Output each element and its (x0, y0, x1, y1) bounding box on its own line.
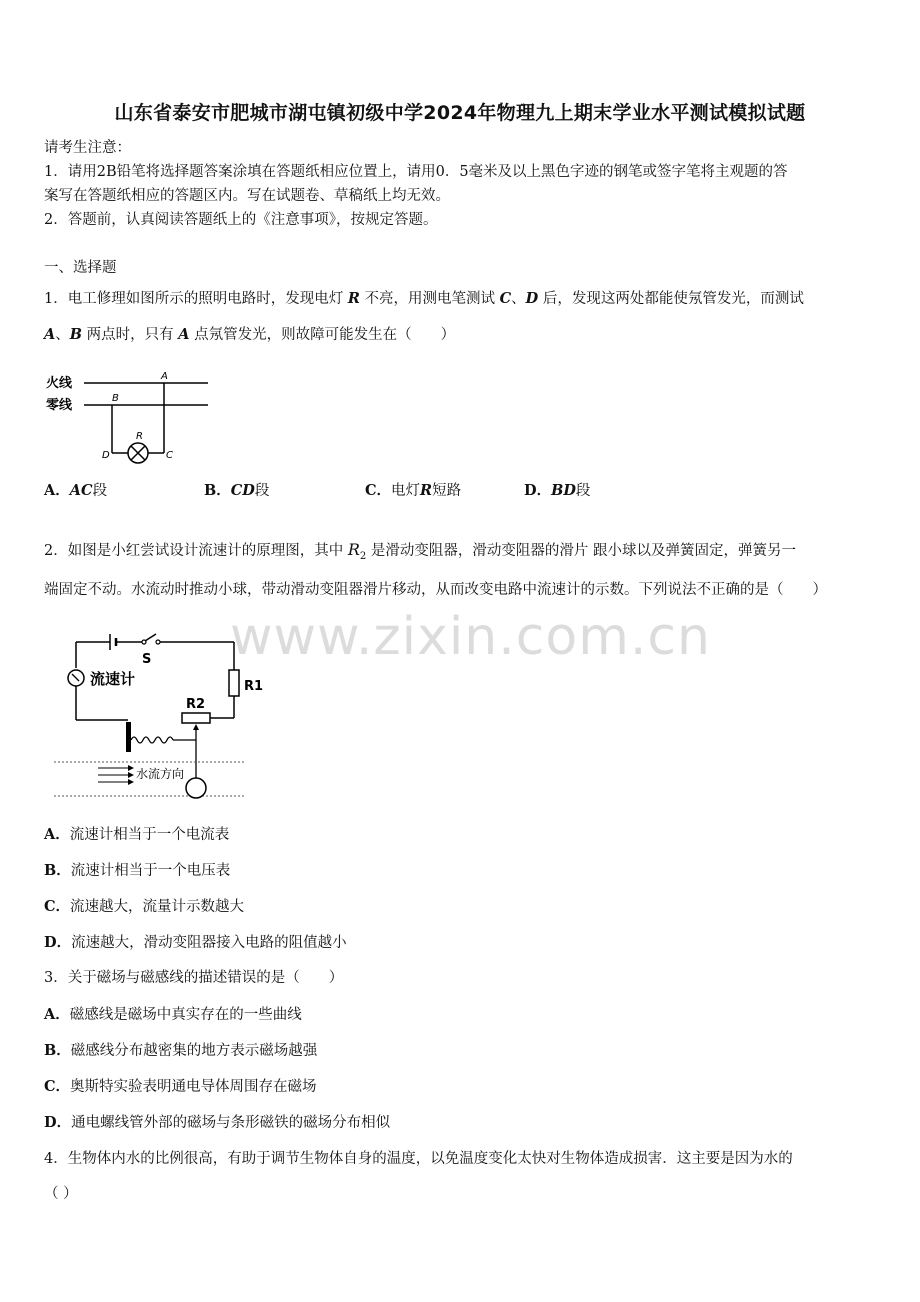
q2-option-b[interactable]: B．流速计相当于一个电压表 (44, 862, 231, 879)
q2-line-2: 端固定不动。水流动时推动小球，带动滑动变阻器滑片移动，从而改变电路中流速计的示数。下列说法不正确的是（ ） (44, 582, 827, 598)
q2-option-a[interactable]: A．流速计相当于一个电流表 (44, 826, 230, 843)
flow-arrow-icons (98, 765, 134, 785)
q3-option-c[interactable]: C．奥斯特实验表明通电导体周围存在磁场 (44, 1078, 317, 1095)
point-b-label: B (112, 393, 119, 404)
q1-option-a[interactable]: A．AC段 (44, 482, 108, 499)
lamp-r-label: R (136, 431, 143, 442)
rheostat-r2 (182, 713, 210, 723)
flow-direction-label: 水流方向 (136, 767, 185, 781)
spring-icon (131, 737, 173, 743)
notice-line-2: 2．答题前，认真阅读答题纸上的《注意事项》，按规定答题。 (44, 212, 438, 228)
q3-option-b[interactable]: B．磁感线分布越密集的地方表示磁场越强 (44, 1042, 318, 1059)
watermark: www.zixin.com.cn (230, 607, 711, 667)
switch-label: S (142, 652, 152, 667)
q3-stem: 3．关于磁场与磁感线的描述错误的是（ ） (44, 970, 344, 986)
q2-option-c[interactable]: C．流速越大，流量计示数越大 (44, 898, 245, 915)
live-wire-label: 火线 (46, 376, 73, 391)
resistor-r1 (229, 670, 239, 696)
q2-line-1: 2．如图是小红尝试设计流速计的原理图，其中 $R_2$ 是滑动变阻器，滑动变阻器的滑片 跟小球以及弹簧固定，弹簧另一 (44, 540, 796, 562)
notice-line-1b: 案写在答题纸相应的答题区内。写在试题卷、草稿纸上均无效。 (44, 188, 450, 204)
point-a-label: A (161, 371, 168, 382)
ball-icon (186, 778, 206, 798)
notice-heading: 请考生注意： (44, 140, 131, 156)
page-title: 山东省泰安市肥城市湖屯镇初级中学2024年物理九上期末学业水平测试模拟试题 (114, 102, 806, 124)
r1-label: R1 (244, 679, 264, 694)
q4-line-2: （ ） (44, 1186, 78, 1202)
q1-line-1: 1．电工修理如图所示的照明电路时，发现电灯 R 不亮，用测电笔测试 C、D 后，发现这两处都能使氖管发光，而测试 (44, 290, 804, 307)
q2-option-d[interactable]: D．流速越大，滑动变阻器接入电路的阻值越小 (44, 934, 347, 951)
q2-flow-meter-diagram (50, 628, 264, 804)
lamp-icon (128, 443, 148, 463)
slider-arrow-icon (193, 724, 199, 730)
gauge-icon (68, 670, 84, 686)
q4-line-1: 4．生物体内水的比例很高，有助于调节生物体自身的温度，以免温度变化太快对生物体造成损害．这主要是因为水的 (44, 1151, 793, 1167)
point-d-label: D (102, 450, 110, 461)
q1-option-b[interactable]: B．CD段 (204, 482, 270, 499)
q1-circuit-diagram (40, 366, 220, 470)
notice-line-1a: 1．请用2B铅笔将选择题答案涂填在答题纸相应位置上，请用0．5毫米及以上黑色字迹的钢笔或签字笔将主观题的答 (44, 164, 788, 180)
switch-icon (142, 634, 160, 644)
q1-option-c[interactable]: C．电灯R短路 (365, 482, 462, 499)
battery-icon (110, 634, 116, 650)
point-c-label: C (166, 450, 173, 461)
q1-option-d[interactable]: D．BD段 (524, 482, 591, 499)
r2-label: R2 (186, 697, 206, 712)
fixed-wall (126, 722, 131, 752)
q1-line-2: A、B 两点时，只有 A 点氖管发光，则故障可能发生在（ ） (44, 326, 456, 343)
q3-option-a[interactable]: A．磁感线是磁场中真实存在的一些曲线 (44, 1006, 302, 1023)
neutral-wire-label: 零线 (46, 398, 73, 413)
section-heading: 一、选择题 (44, 260, 117, 276)
q3-option-d[interactable]: D．通电螺线管外部的磁场与条形磁铁的磁场分布相似 (44, 1114, 391, 1131)
flow-meter-label: 流速计 (90, 670, 136, 688)
